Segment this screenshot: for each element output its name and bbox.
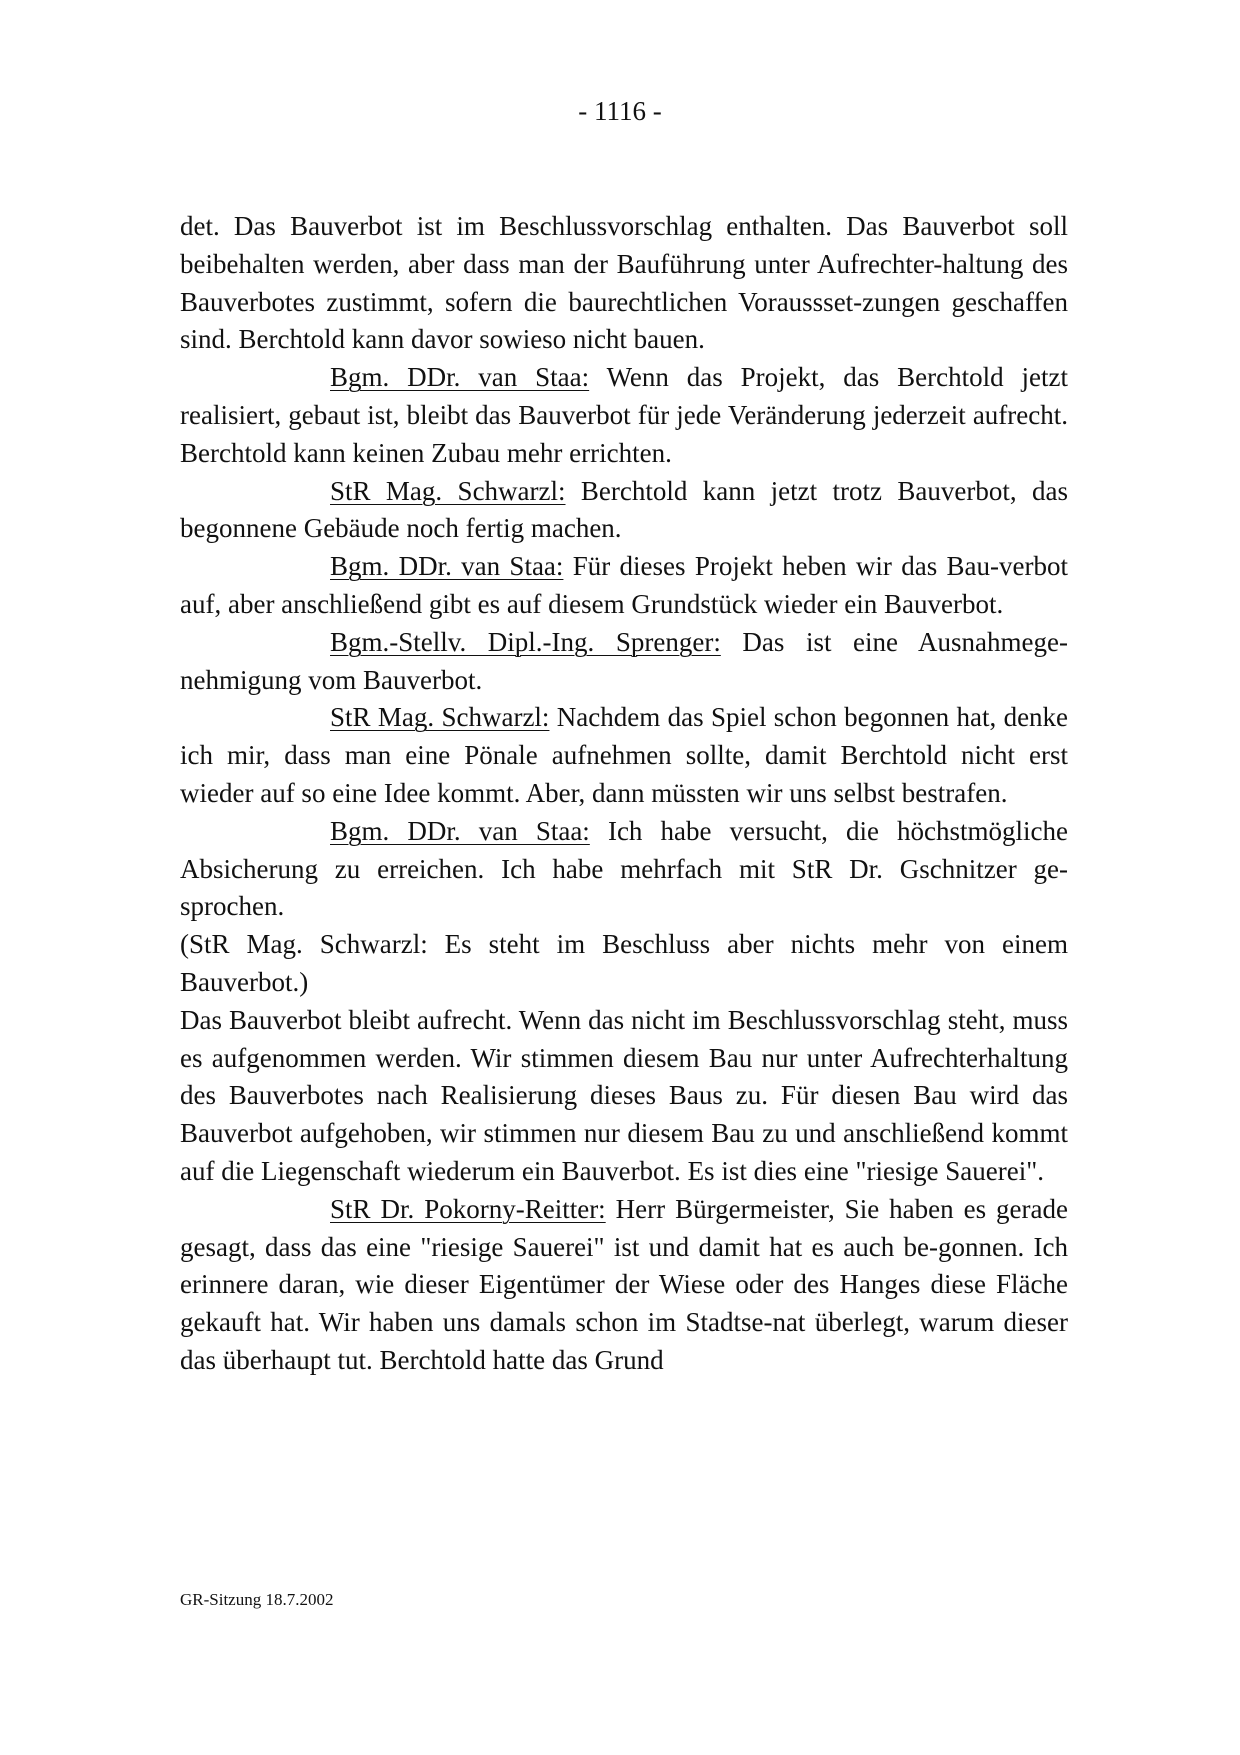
speech-paragraph: Bgm. DDr. van Staa: Wenn das Projekt, das Berchtold jetzt realisiert, gebaut ist, bleibt das Bauverbot für jede Veränderung jederzeit aufrecht. Berchtold kann keinen Zubau mehr errichten. <box>180 362 1068 468</box>
speech-paragraph: Bgm.-Stellv. Dipl.-Ing. Sprenger: Das ist eine Ausnahmege-nehmigung vom Bauverbot. <box>180 626 1068 695</box>
paragraph: det. Das Bauverbot ist im Beschlussvorschlag enthalten. Das Bauverbot soll beibehalten werden, aber dass man der Bauführung unter Aufrechter-haltung des Bauverbotes zustimmt, sofern die baurechtlichen Voraussset-zungen geschaffen sind. Berchtold kann davor sowieso nicht bauen. <box>180 211 1069 355</box>
speaker-name: StR Mag. Schwarzl: <box>330 475 566 506</box>
speech-paragraph: StR Mag. Schwarzl: Berchtold kann jetzt trotz Bauverbot, das begonnene Gebäude noch fertig machen. <box>180 475 1068 544</box>
paragraph: Das Bauverbot bleibt aufrecht. Wenn das nicht im Beschlussvorschlag steht, muss es aufgenommen werden. Wir stimmen diesem Bau nur unter Aufrechterhaltung des Bauverbotes nach Realisierung dieses Baus zu. Für diesen Bau wird das Bauverbot aufgehoben, wir stimmen nur diesem Bau zu und anschließend kommt auf die Liegenschaft wiederum ein Bauverbot. Es ist dies eine "riesige Sauerei". <box>180 1004 1069 1186</box>
speaker-name: Bgm. DDr. van Staa: <box>330 815 590 846</box>
footer-text: GR-Sitzung 18.7.2002 <box>180 1590 334 1609</box>
document-body <box>180 208 1068 1380</box>
speech-paragraph: Bgm. DDr. van Staa: Ich habe versucht, die höchstmögliche Absicherung zu erreichen. Ich habe mehrfach mit StR Dr. Gschnitzer ge-sprochen. <box>180 815 1069 922</box>
speaker-name: Bgm.-Stellv. Dipl.-Ing. Sprenger: <box>330 626 721 657</box>
interjection: (StR Mag. Schwarzl: Es steht im Beschluss aber nichts mehr von einem Bauverbot.) <box>180 929 1068 997</box>
speaker-name: StR Mag. Schwarzl: <box>330 702 550 733</box>
speech-paragraph: StR Dr. Pokorny-Reitter: Herr Bürgermeister, Sie haben es gerade gesagt, dass das eine "riesige Sauerei" ist und damit hat es auch be-gonnen. Ich erinnere daran, wie dieser Eigentümer der Wiese oder des Hanges diese Fläche gekauft hat. Wir haben uns damals schon im Stadtse-nat überlegt, warum dieser das überhaupt tut. Berchtold hatte das Grund <box>180 1193 1068 1375</box>
speaker-name: Bgm. DDr. van Staa: <box>330 362 590 393</box>
speech-paragraph: StR Mag. Schwarzl: Nachdem das Spiel schon begonnen hat, denke ich mir, dass man eine Pönale aufnehmen sollte, damit Berchtold nicht erst wieder auf so eine Idee kommt. Aber, dann müssten wir uns selbst bestrafen. <box>180 702 1069 808</box>
speaker-name: Bgm. DDr. van Staa: <box>330 551 564 582</box>
page-number: - 1116 - <box>578 96 662 126</box>
speaker-name: StR Dr. Pokorny-Reitter: <box>330 1193 606 1224</box>
speech-paragraph: Bgm. DDr. van Staa: Für dieses Projekt heben wir das Bau-verbot auf, aber anschließend gibt es auf diesem Grundstück wieder ein Bauverbot. <box>180 551 1069 619</box>
